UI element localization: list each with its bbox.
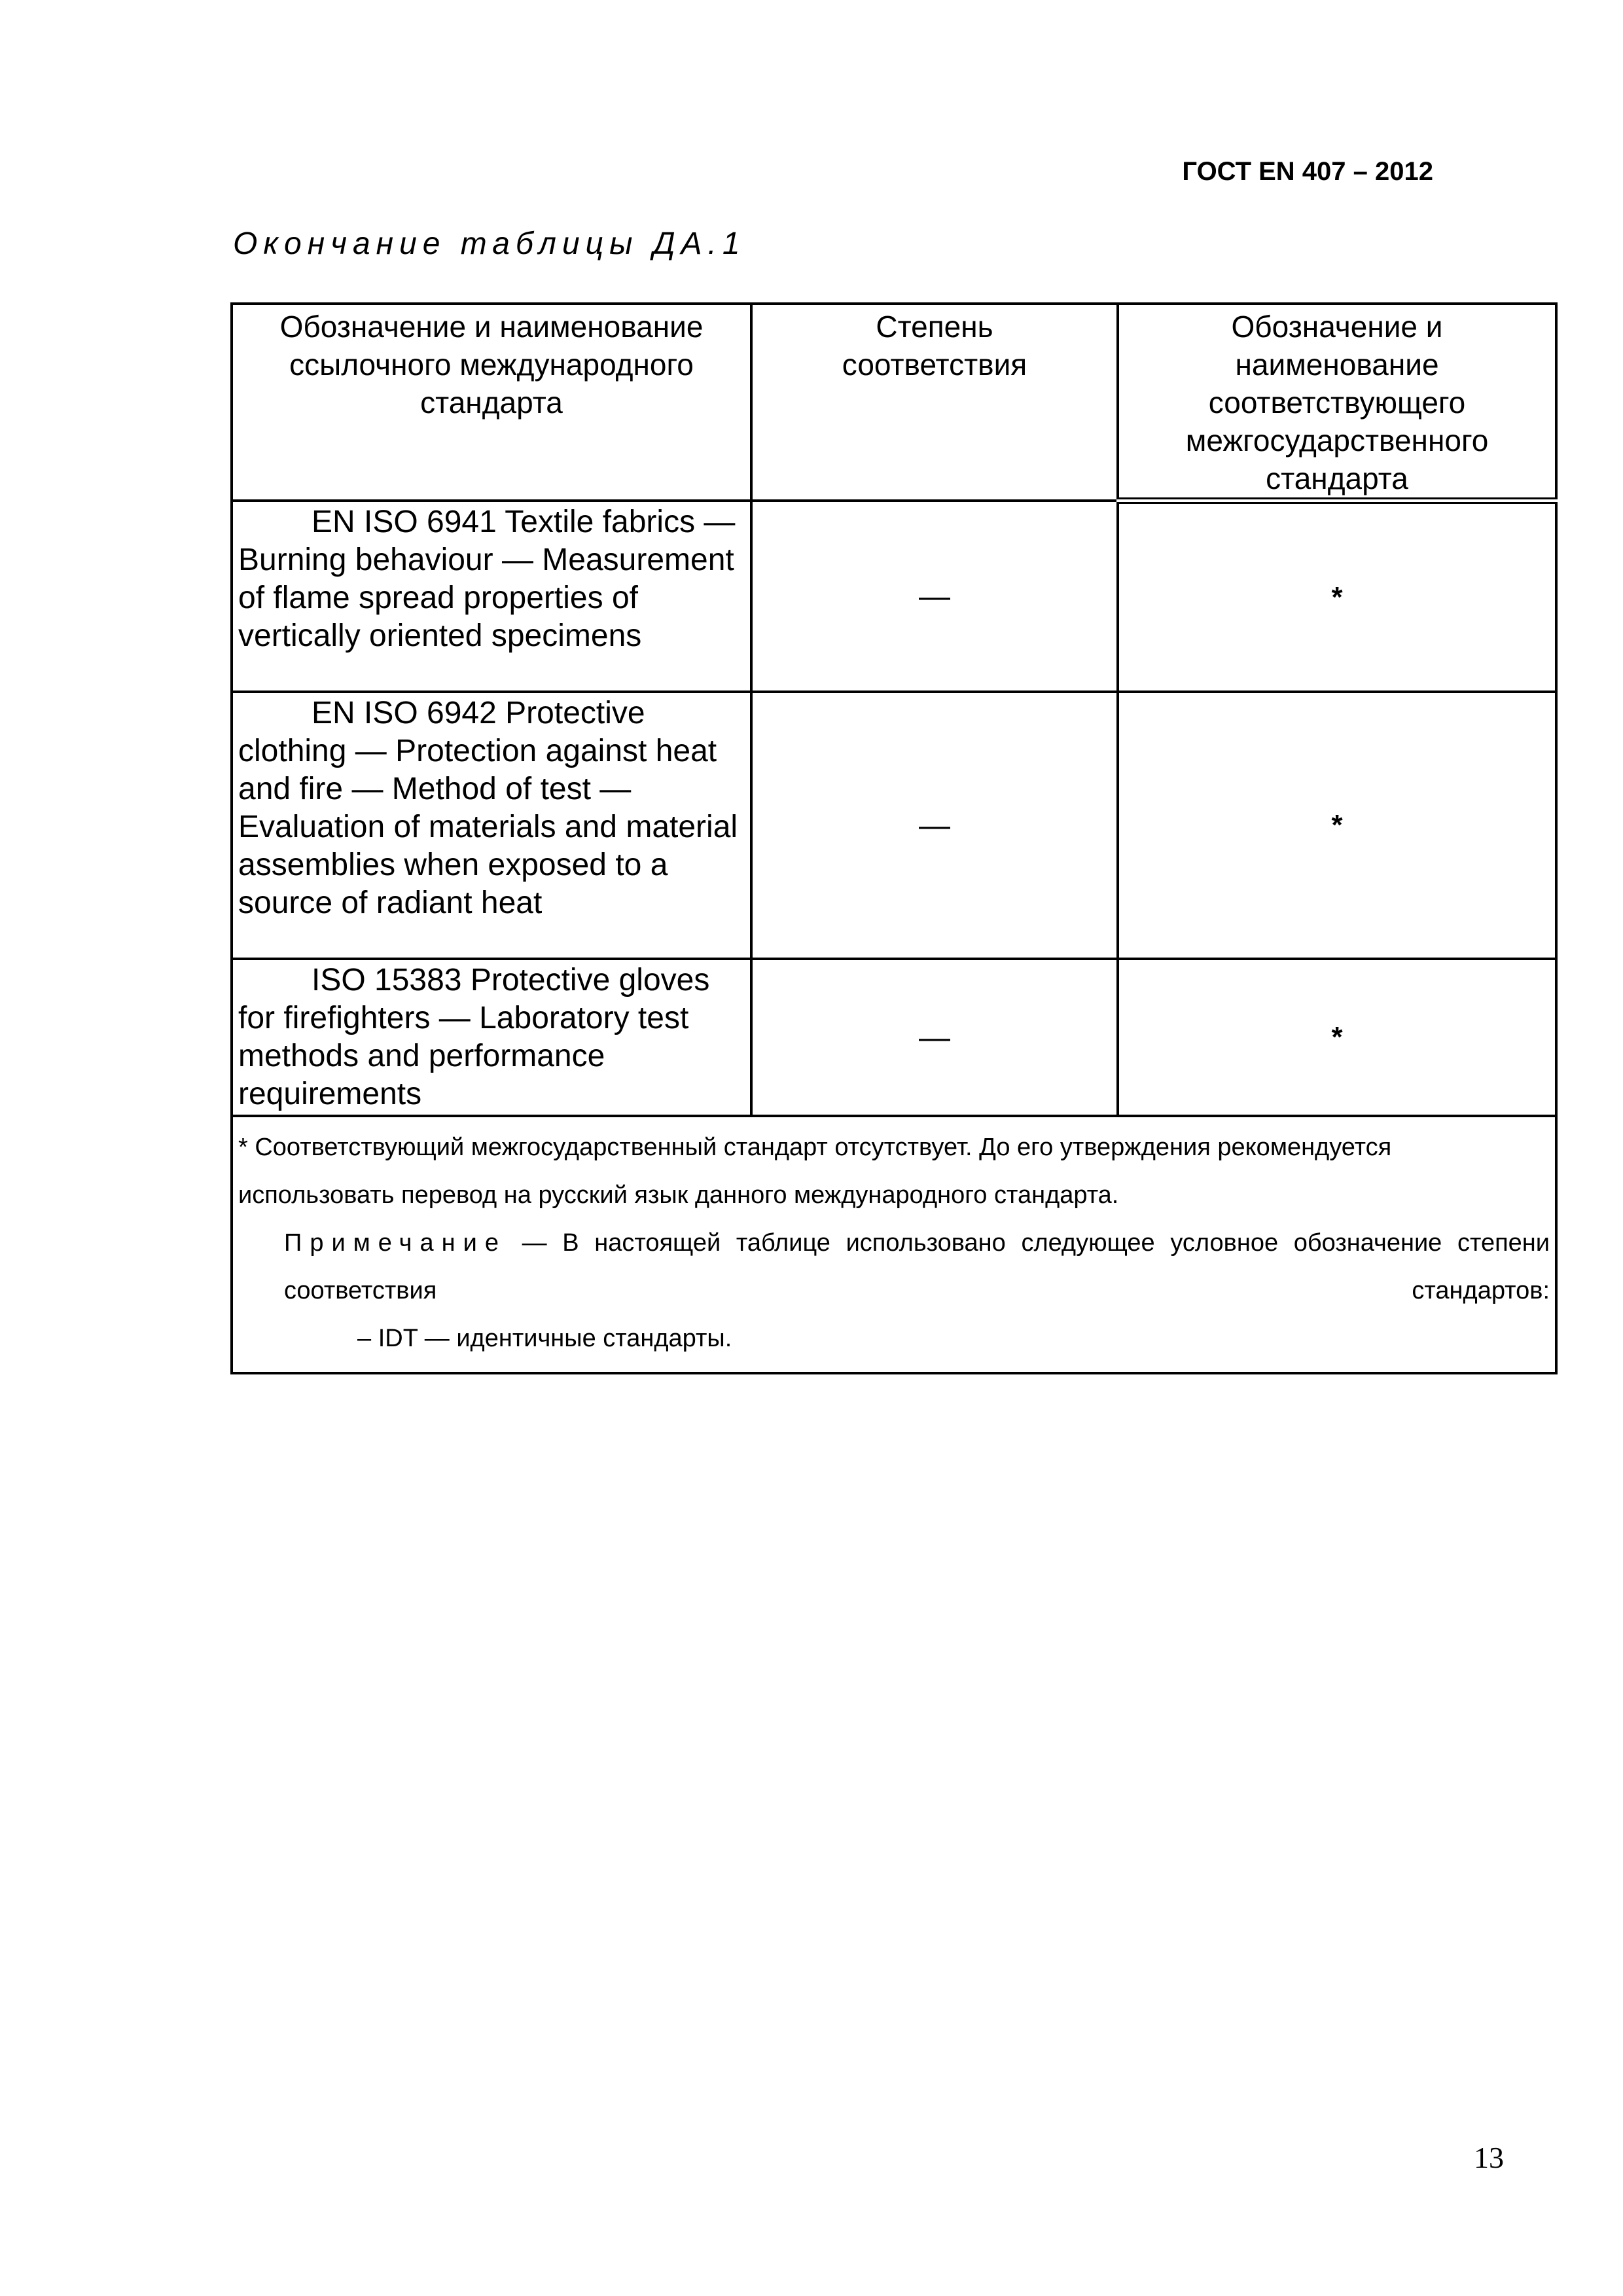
reference-title-rest: for firefighters — Laboratory test methods and performance requirements [238,1001,689,1111]
reference-title-start: ISO 15383 Protective gloves [312,963,710,997]
reference-title-rest: clothing — Protection against heat and fire — Method of test — Evaluation of materials and material assemblies when exposed to a source of radiant heat [238,734,738,920]
reference-standard-cell [232,959,751,1116]
notes-row [232,1116,1556,1373]
note-item-idt: – IDT — идентичные стандарты. [357,1325,732,1352]
table-notes [232,1116,1556,1373]
reference-title-rest: fabrics — Burning behaviour — Measurement of flame spread properties of vertically oriented specimens [238,505,736,653]
note-text: — В настоящей таблице использовано следующее условное обозначение степени соответствия стандартов: [284,1229,1550,1304]
reference-title-start: EN ISO 6942 Protective [312,696,645,730]
degree-of-conformity-cell: — [751,959,1118,1116]
header-degree-of-conformity: Степень соответствия [751,304,1118,501]
page-number: 13 [1474,2141,1504,2174]
interstate-standard-cell: * [1118,692,1556,959]
note-paragraph [238,1219,1550,1315]
standards-table [230,302,1558,1374]
degree-of-conformity-cell: — [751,692,1118,959]
table-row [232,959,1556,1116]
interstate-standard-cell: * [1118,501,1556,692]
table-row [232,501,1556,692]
reference-standard-cell [232,501,751,692]
table-caption: Окончание таблицы ДА.1 [233,226,746,261]
footnote-text: * Соответствующий межгосударственный стандарт отсутствует. До его утверждения рекомендуется использовать перевод на русский язык данного международного стандарта. [238,1134,1392,1209]
note-label: Примечание [284,1229,507,1257]
degree-of-conformity-cell: — [751,501,1118,692]
header-reference-standard: Обозначение и наименование ссылочного международного стандарта [232,304,751,501]
header-interstate-standard: Обозначение и наименование соответствующего межгосударственного стандарта [1118,304,1556,501]
table-row [232,692,1556,959]
reference-title-start: EN ISO 6941 Textile [312,505,594,539]
reference-standard-cell [232,692,751,959]
table-header-row [232,304,1556,501]
document-code: ГОСТ EN 407 – 2012 [1182,157,1433,186]
interstate-standard-cell: * [1118,959,1556,1116]
